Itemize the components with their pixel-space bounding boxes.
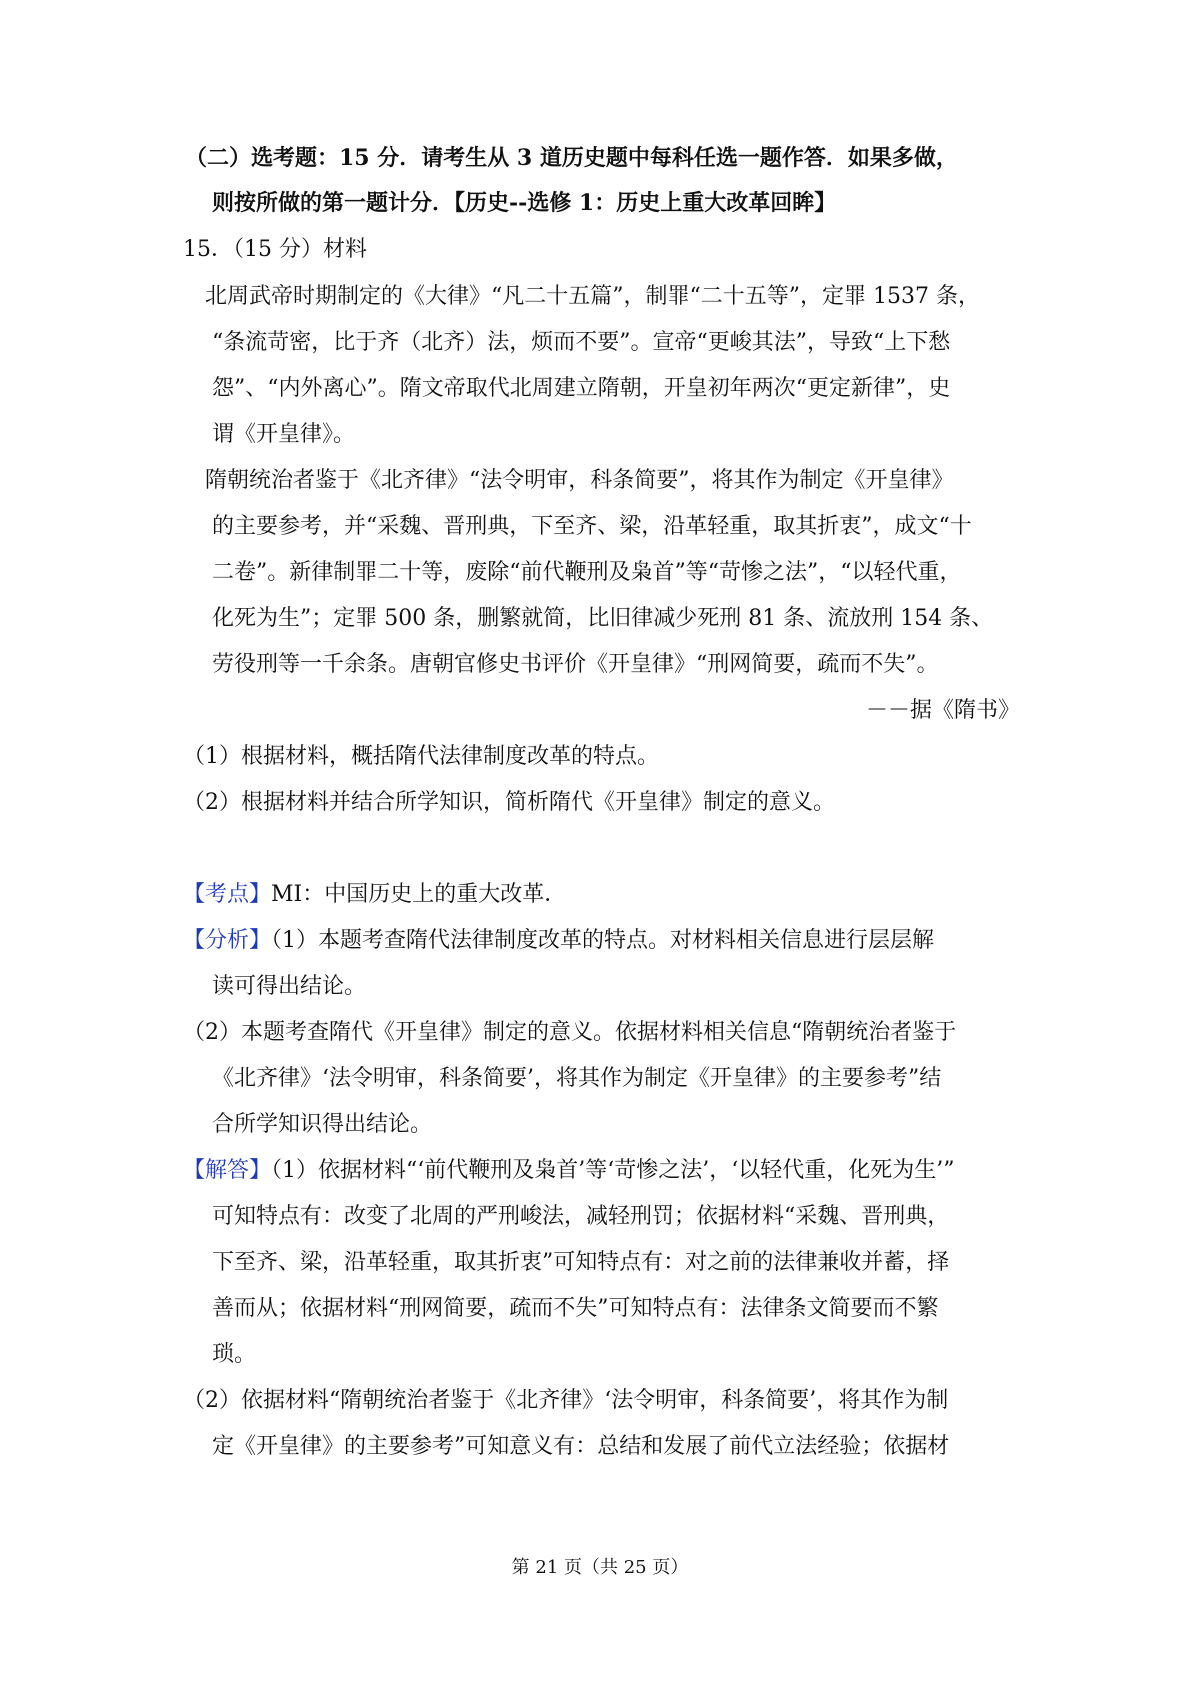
material-p2-line-4: 化死为生”；定罪 500 条，删繁就简，比旧律减少死刑 81 条、流放刑 154 条、 xyxy=(212,606,994,631)
section-header-line-1: （二）选考题：15 分．请考生从 3 道历史题中每科任选一题作答．如果多做， xyxy=(185,145,958,171)
material-p2-line-2: 的主要参考，并“采魏、晋刑典，下至齐、梁，沿革轻重，取其折衷”，成文“十 xyxy=(212,514,972,539)
material-p2-line-1: 隋朝统治者鉴于《北齐律》“法令明审，科条简要”，将其作为制定《开皇律》 xyxy=(205,468,954,493)
material-p1-line-3: 怨”、“内外离心”。隋文帝取代北周建立隋朝，开皇初年两次“更定新律”，史 xyxy=(212,376,951,401)
jieda-line-1: （1）依据材料“‘前代鞭刑及枭首’等‘苛惨之法’，‘以轻代重，化死为生’” xyxy=(271,1158,955,1183)
material-p2-line-5: 劳役刑等一千余条。唐朝官修史书评价《开皇律》“刑网简要，疏而不失”。 xyxy=(212,652,939,677)
jieda-p1-line-5: 琐。 xyxy=(212,1342,257,1367)
material-p1-line-2: “条流苛密，比于齐（北齐）法，烦而不要”。宣帝“更峻其法”，导致“上下愁 xyxy=(212,330,951,355)
jieda-p1-line-2: 可知特点有：改变了北周的严刑峻法，减轻刑罚；依据材料“采魏、晋刑典， xyxy=(212,1204,950,1229)
jieda-p1-line-3: 下至齐、梁，沿革轻重，取其折衷”可知特点有：对之前的法律兼收并蓄，择 xyxy=(212,1250,950,1275)
fenxi-p2-line-1: （2）本题考查隋代《开皇律》制定的意义。依据材料相关信息“隋朝统治者鉴于 xyxy=(183,1020,957,1045)
fenxi-p2-line-2: 《北齐律》‘法令明审，科条简要’，将其作为制定《开皇律》的主要参考”结 xyxy=(212,1066,942,1091)
sub-question-1: （1）根据材料，概括隋代法律制度改革的特点。 xyxy=(183,744,659,769)
page-number-footer: 第 21 页（共 25 页） xyxy=(511,1557,689,1578)
material-p2-line-3: 二卷”。新律制罪二十等，废除“前代鞭刑及枭首”等“苛惨之法”，“以轻代重， xyxy=(212,560,962,585)
jieda-label: 【解答】 xyxy=(183,1158,272,1183)
kaodian-text: MI：中国历史上的重大改革． xyxy=(271,882,567,907)
section-header-line-2: 则按所做的第一题计分．【历史--选修 1：历史上重大改革回眸】 xyxy=(212,190,837,216)
material-p1-line-4: 谓《开皇律》。 xyxy=(212,422,356,447)
fenxi-line-2: 读可得出结论。 xyxy=(212,974,367,999)
fenxi-label: 【分析】 xyxy=(183,928,272,953)
fenxi-line-1: （1）本题考查隋代法律制度改革的特点。对材料相关信息进行层层解 xyxy=(271,928,935,953)
kaodian-row xyxy=(183,880,566,910)
sub-question-2: （2）根据材料并结合所学知识，简析隋代《开皇律》制定的意义。 xyxy=(183,790,835,815)
jieda-p1-line-4: 善而从；依据材料“刑网简要，疏而不失”可知特点有：法律条文简要而不繁 xyxy=(212,1296,939,1321)
fenxi-p2-line-3: 合所学知识得出结论。 xyxy=(212,1112,433,1137)
kaodian-label: 【考点】 xyxy=(183,882,272,907)
fenxi-row xyxy=(183,926,934,956)
material-p1-line-1: 北周武帝时期制定的《大律》“凡二十五篇”，制罪“二十五等”，定罪 1537 条， xyxy=(205,284,980,309)
jieda-p2-line-2: 定《开皇律》的主要参考”可知意义有：总结和发展了前代立法经验；依据材 xyxy=(212,1434,950,1459)
jieda-row xyxy=(183,1156,954,1186)
jieda-p2-line-1: （2）依据材料“隋朝统治者鉴于《北齐律》‘法令明审，科条简要’，将其作为制 xyxy=(183,1388,949,1413)
material-source: －－据《隋书》 xyxy=(865,698,1020,723)
question-number: 15．（15 分）材料 xyxy=(183,237,367,262)
